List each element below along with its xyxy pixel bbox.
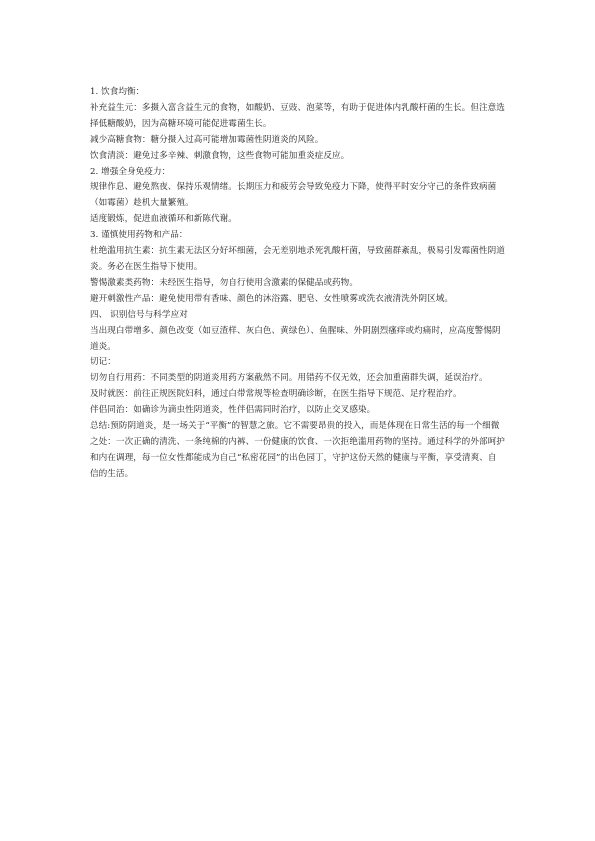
paragraph-reduce-sugar: 减少高糖食物：糖分摄入过高可能增加霉菌性阴道炎的风险。 bbox=[90, 134, 324, 145]
paragraph-no-self-medication: 切勿自行用药：不同类型的阴道炎用药方案截然不同。用错药不仅无效，还会加重菌群失调，延误治疗。 bbox=[90, 373, 488, 384]
heading-diet: 1. 饮食均衡： bbox=[90, 87, 145, 97]
paragraph-symptoms: 当出现白带增多、颜色改变（如豆渣样、灰白色、黄绿色）、鱼腥味、外阴剧烈瘙痒或灼痛时，应高度警惕阴道炎。 bbox=[90, 325, 501, 352]
paragraph-exercise: 适度锻炼，促进血液循环和新陈代谢。 bbox=[90, 214, 237, 225]
paragraph-hormones: 警惕激素类药物：未经医生指导，勿自行使用含激素的保健品或药物。 bbox=[90, 277, 358, 288]
paragraph-see-doctor: 及时就医：前往正规医院妇科，通过白带常规等检查明确诊断，在医生指导下规范、足疗程治疗。 bbox=[90, 389, 462, 400]
paragraph-light-diet: 饮食清淡：避免过多辛辣、刺激食物，这些食物可能加重炎症反应。 bbox=[90, 150, 350, 161]
heading-medication: 3. 谨慎使用药物和产品： bbox=[90, 230, 188, 241]
document-body bbox=[90, 85, 505, 483]
paragraph-routine: 规律作息、避免熬夜、保持乐观情绪。长期压力和疲劳会导致免疫力下降，使得平时安分守己的条件致病菌（如霉菌）趁机大量繁殖。 bbox=[90, 182, 497, 209]
paragraph-partner-treatment: 伴侣同治：如确诊为滴虫性阴道炎，性伴侣需同时治疗，以防止交叉感染。 bbox=[90, 405, 376, 416]
heading-signals: 四、 识别信号与科学应对 bbox=[90, 309, 188, 320]
paragraph-remember: 切记： bbox=[90, 357, 116, 368]
paragraph-prebiotics: 补充益生元：多摄入富含益生元的食物，如酸奶、豆豉、泡菜等，有助于促进体内乳酸杆菌的生长。但注意选择低糖酸奶，因为高糖环境可能促进霉菌生长。 bbox=[90, 102, 505, 129]
paragraph-irritants: 避开刺激性产品：避免使用带有香味、颜色的沐浴露、肥皂、女性喷雾或洗衣液清洗外阴区域。 bbox=[90, 293, 454, 304]
paragraph-summary: 总结:预防阴道炎，是一场关于“平衡”的智慧之旅。它不需要昂贵的投入，而是体现在日常生活的每一个细微之处：一次正确的清洗、一条纯棉的内裤、一份健康的饮食、一次拒绝滥用药物的坚持。通过科学的外部呵护和内在调理，每一位女性都能成为自己“私密花园”的出色园丁，守护这份天然的健康与平衡，享受清爽、自信的生活。 bbox=[90, 421, 505, 479]
heading-immunity: 2. 增强全身免疫力： bbox=[90, 166, 171, 177]
paragraph-antibiotics: 杜绝滥用抗生素：抗生素无法区分好坏细菌，会无差别地杀死乳酸杆菌，导致菌群紊乱，极易引发霉菌性阴道炎。务必在医生指导下使用。 bbox=[90, 246, 505, 272]
